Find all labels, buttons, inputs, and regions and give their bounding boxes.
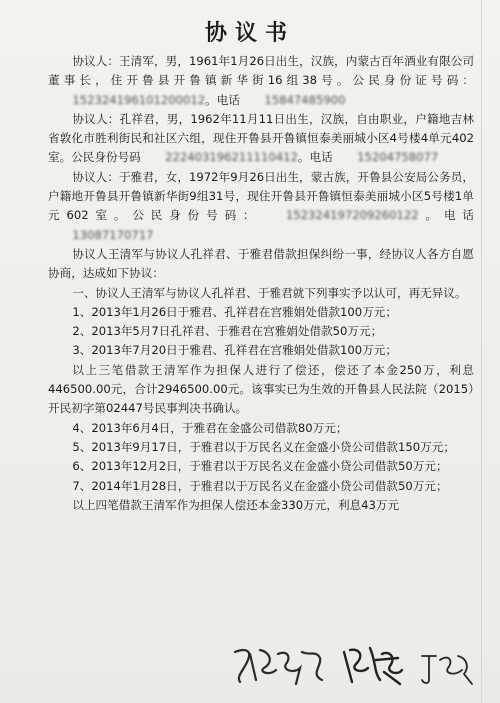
clause-one: 一、协议人王清军与协议人孔祥君、于雅君就下列事实予以认可，再无异议。 <box>72 285 467 300</box>
loan-item-7: 7、2014年1月28日，于雅君以于万民名义在金盛小贷公司借款50万元； <box>72 478 448 493</box>
loan-item-3: 3、2013年7月20日于雅君、孔祥君在宫雅娟处借款100万元； <box>72 343 397 358</box>
kong-id-number: 222403196211110412 <box>165 150 298 165</box>
document-title: 协议书 <box>204 20 295 46</box>
yu-phone-label: 电话 <box>443 208 474 223</box>
yu-id-number: 152324197209260122 <box>285 208 419 223</box>
signature-wang <box>340 642 410 690</box>
agreement-intro: 协议人王清军与协议人孔祥君、于雅君借款担保纠纷一事，经协议人各方自愿协商，达成如下协议： <box>48 246 474 281</box>
wang-phone-label: 电话 <box>216 92 240 107</box>
kong-phone-number: 15204758077 <box>357 150 439 165</box>
party-kong-paragraph: 协议人：孔祥君，男，1962年11月11日出生，汉族，自由职业，户籍地吉林省敦化市胜利街民和社区六组，现住开鲁县开鲁镇恒泰美丽城小区4号楼4单元402室。公民身份号码 222403196211110412。电话 15204758077 <box>48 110 474 168</box>
loan-item-4: 4、2013年6月4日，于雅君在金盛公司借款80万元； <box>72 420 348 435</box>
yu-phone-number: 13087170717 <box>72 227 154 242</box>
signature-area <box>230 640 480 690</box>
signature-yu <box>418 648 478 688</box>
page-edge-line <box>481 0 482 703</box>
signature-kong <box>230 640 330 690</box>
loan-item-5: 5、2013年9月17日，于雅君以于万民名义在金盛小贷公司借款150万元； <box>72 439 455 454</box>
repayment-summary-1: 以上三笔借款王清军作为担保人进行了偿还，偿还了本金250万，利息446500.00元，合计2946500.00元。该事实已为生效的开鲁县人民法院（2015）开民初字第02447号民事判决书确认。 <box>48 362 474 416</box>
repayment-summary-2: 以上四笔借款王清军作为担保人偿还本金330万元，利息43万元 <box>72 497 400 512</box>
party-wang-paragraph: 协议人：王清军，男，1961年1月26日出生，汉族，内蒙古百年酒业有限公司董事长，住开鲁县开鲁镇新华街16组38号。公民身份证号码：152324196101200012。电话 15847485900 <box>48 52 474 110</box>
kong-phone-label: 电话 <box>309 150 333 165</box>
wang-id-number: 152324196101200012 <box>72 92 206 107</box>
wang-phone-number: 15847485900 <box>264 92 346 107</box>
loan-item-1: 1、2013年1月26日于雅君、孔祥君在宫雅娟处借款100万元； <box>72 304 397 319</box>
party-yu-paragraph: 协议人：于雅君，女，1972年9月26日出生，蒙古族，开鲁县公安局公务员，户籍地开鲁县开鲁镇新华街9组31号，现住开鲁县开鲁镇恒泰美丽城小区5号楼1单元602室。公民身份号码： 152324197209260122。电话13087170717 <box>48 168 474 245</box>
document-body <box>48 52 474 515</box>
loan-item-2: 2、2013年5月7日孔祥君、于雅君在宫雅娟处借款50万元； <box>72 324 383 339</box>
loan-item-6: 6、2013年12月2日，于雅君以于万民名义在金盛小贷公司借款50万元； <box>72 459 448 474</box>
